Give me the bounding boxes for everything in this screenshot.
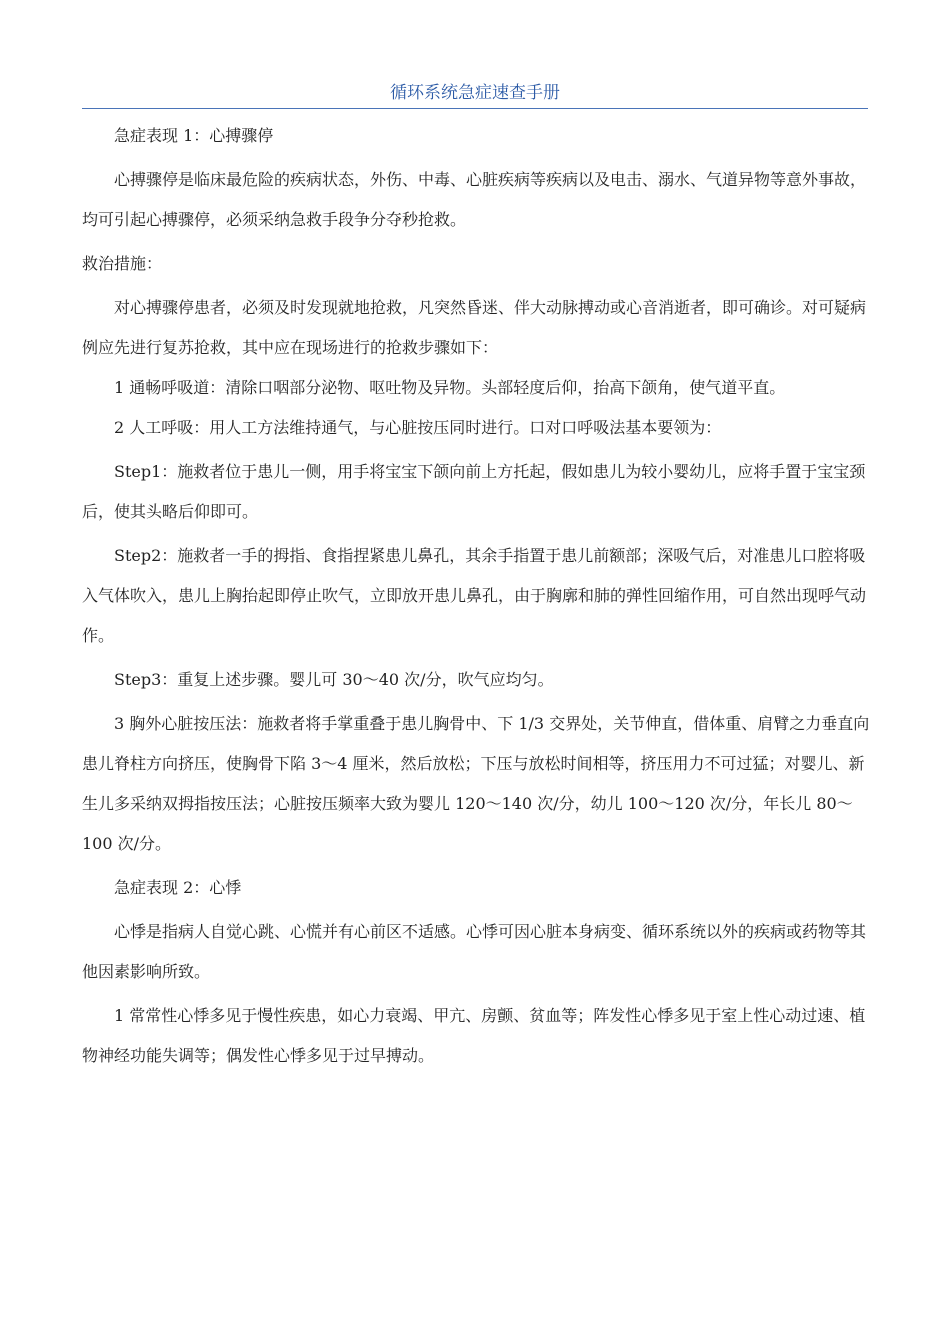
paragraph-chest-compression: 3 胸外心脏按压法：施救者将手掌重叠于患儿胸骨中、下 1/3 交界处，关节伸直，借体重、肩臂之力垂直向患儿脊柱方向挤压，使胸骨下陷 3～4 厘米，然后放松；下压与放松时间相等，挤压用力不可过猛；对婴儿、新生儿多采纳双拇指按压法；心脏按压频率大致为婴儿 120～140 次/分，幼儿 100～120 次/分，年长儿 80～100 次/分。 — [82, 714, 870, 853]
paragraph-palpitation-types: 1 常常性心悸多见于慢性疾患，如心力衰竭、甲亢、房颤、贫血等；阵发性心悸多见于室上性心动过速、植物神经功能失调等；偶发性心悸多见于过早搏动。 — [82, 1006, 866, 1065]
paragraph-diagnosis: 对心搏骤停患者，必须及时发现就地抢救，凡突然昏迷、伴大动脉搏动或心音消逝者，即可确诊。对可疑病例应先进行复苏抢救，其中应在现场进行的抢救步骤如下： — [82, 298, 867, 357]
section-heading-1: 急症表现 1：心搏骤停 — [114, 126, 274, 145]
paragraph-palpitation-intro: 心悸是指病人自觉心跳、心慌并有心前区不适感。心悸可因心脏本身病变、循环系统以外的疾病或药物等其他因素影响所致。 — [82, 922, 867, 981]
paragraph-step2: Step2：施救者一手的拇指、食指捏紧患儿鼻孔，其余手指置于患儿前额部；深吸气后，对准患儿口腔将吸入气体吹入，患儿上胸抬起即停止吹气，立即放开患儿鼻孔，由于胸廓和肺的弹性回缩作用，可自然出现呼气动作。 — [82, 546, 867, 645]
header-divider — [82, 108, 868, 109]
section-heading-2: 急症表现 2：心悸 — [114, 878, 242, 897]
document-body — [82, 116, 872, 1076]
paragraph-step3: Step3：重复上述步骤。婴儿可 30～40 次/分，吹气应均匀。 — [114, 670, 554, 689]
paragraph-step1: Step1：施救者位于患儿一侧，用手将宝宝下颌向前上方托起，假如患儿为较小婴幼儿，应将手置于宝宝颈后，使其头略后仰即可。 — [82, 462, 866, 521]
treatment-heading: 救治措施： — [82, 254, 163, 273]
paragraph-step-airway: 1 通畅呼吸道：清除口咽部分泌物、呕吐物及异物。头部轻度后仰，抬高下颌角，使气道平直。 — [114, 378, 786, 397]
page-header-title: 循环系统急症速查手册 — [390, 83, 560, 103]
paragraph-cardiac-arrest-intro: 心搏骤停是临床最危险的疾病状态，外伤、中毒、心脏疾病等疾病以及电击、溺水、气道异物等意外事故，均可引起心搏骤停，必须采纳急救手段争分夺秒抢救。 — [82, 170, 867, 229]
paragraph-step-breathing: 2 人工呼吸：用人工方法维持通气，与心脏按压同时进行。口对口呼吸法基本要领为： — [114, 418, 722, 437]
